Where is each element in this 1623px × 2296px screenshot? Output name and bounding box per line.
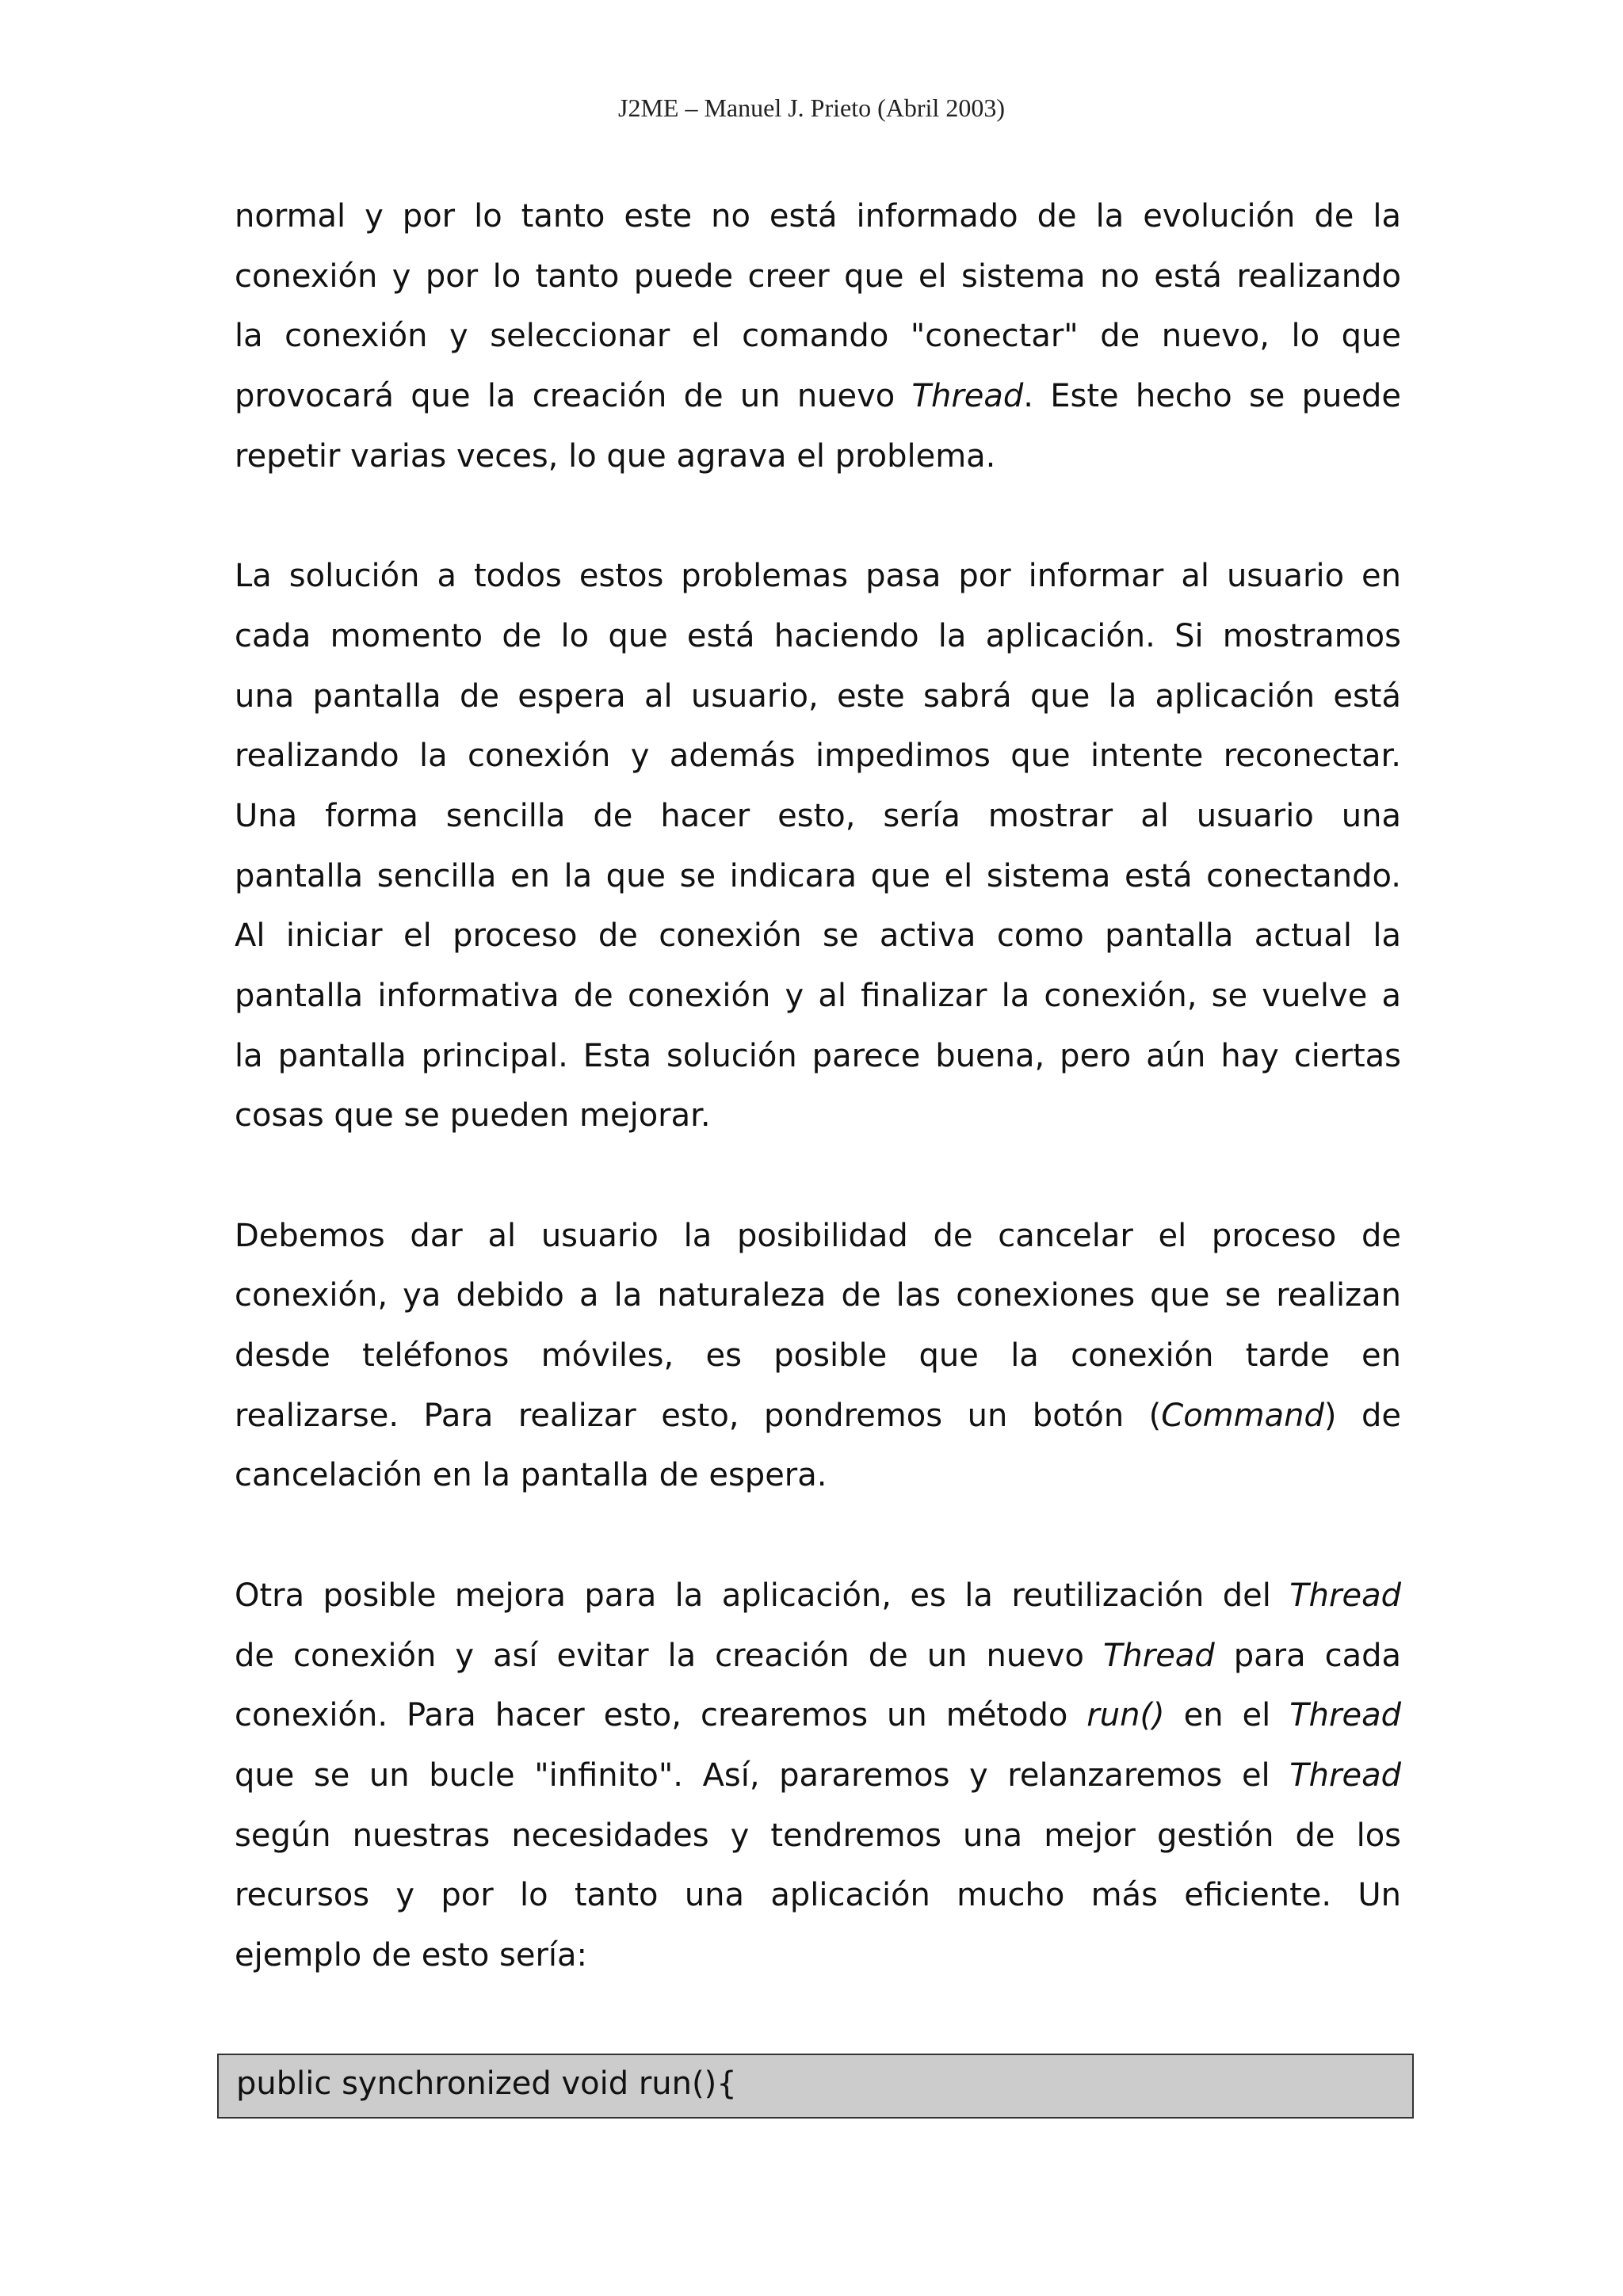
text-line: provocará que la creación de un nuevo Thread. Este hecho se puede [235,378,1401,415]
text-line: La solución a todos estos problemas pasa por informar al usuario en [235,558,1401,595]
text-line: según nuestras necesidades y tendremos una mejor gestión de los [235,1817,1401,1854]
paragraph-4 [235,1566,1401,1986]
body-text [235,187,1401,1986]
text-line: cada momento de lo que está haciendo la aplicación. Si mostramos [235,617,1401,654]
italic-term: Command [1161,1397,1324,1434]
text-line: conexión y por lo tanto puede creer que el sistema no está realizando [235,257,1401,295]
text-line: normal y por lo tanto este no está informado de la evolución de la [235,198,1401,235]
paragraph-2 [235,547,1401,1146]
text-line: que se un bucle "infinito". Así, pararemos y relanzaremos el Thread [235,1756,1401,1794]
text-line: desde teléfonos móviles, es posible que la conexión tarde en [235,1337,1401,1375]
paragraph-1 [235,187,1401,486]
text-line: recursos y por lo tanto una aplicación mucho más eficiente. Un [235,1877,1401,1914]
code-block [217,2054,1414,2119]
text-line: realizando la conexión y además impedimos que intente reconectar. [235,738,1401,775]
text-line: ejemplo de esto sería: [235,1936,588,1974]
text-line: realizarse. Para realizar esto, pondremos un botón (Command) de [235,1397,1401,1434]
italic-term: Thread [911,378,1024,415]
text-line: conexión, ya debido a la naturaleza de las conexiones que se realizan [235,1277,1401,1314]
italic-term: Thread [1289,1697,1401,1734]
text-line: repetir varias veces, lo que agrava el problema. [235,437,996,475]
code-line: public synchronized void run(){ [236,2065,737,2102]
text-line: Debemos dar al usuario la posibilidad de cancelar el proceso de [235,1217,1401,1254]
italic-term: Thread [1289,1756,1401,1794]
text-line: pantalla informativa de conexión y al finalizar la conexión, se vuelve a [235,977,1401,1014]
italic-term: run() [1086,1697,1165,1734]
paragraph-3 [235,1207,1401,1506]
text-line: la conexión y seleccionar el comando "conectar" de nuevo, lo que [235,318,1401,355]
text-line: Una forma sencilla de hacer esto, sería mostrar al usuario una [235,797,1401,834]
text-line: cancelación en la pantalla de espera. [235,1457,827,1494]
text-line: una pantalla de espera al usuario, este sabrá que la aplicación está [235,677,1401,715]
italic-term: Thread [1289,1577,1401,1614]
italic-term: Thread [1102,1637,1215,1674]
text-line: pantalla sencilla en la que se indicara que el sistema está conectando. [235,857,1401,894]
text-line: cosas que se pueden mejorar. [235,1097,711,1135]
text-line: la pantalla principal. Esta solución parece buena, pero aún hay ciertas [235,1037,1401,1074]
text-line: conexión. Para hacer esto, crearemos un método run() en el Thread [235,1697,1401,1734]
text-line: de conexión y así evitar la creación de un nuevo Thread para cada [235,1637,1401,1674]
text-line: Otra posible mejora para la aplicación, es la reutilización del Thread [235,1577,1401,1614]
page-header: J2ME – Manuel J. Prieto (Abril 2003) [618,93,1005,122]
text-line: Al iniciar el proceso de conexión se activa como pantalla actual la [235,917,1401,955]
